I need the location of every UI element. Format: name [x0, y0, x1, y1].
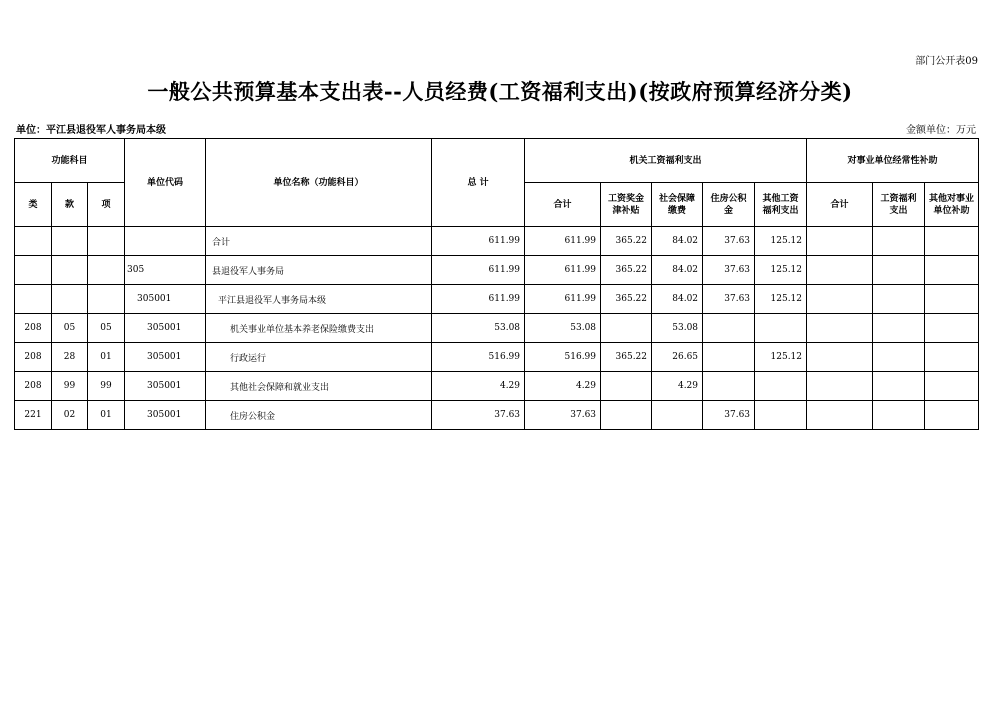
- cell-xiang: 05: [88, 314, 125, 343]
- cell-inst-wage: [873, 227, 925, 256]
- cell-unit-name: 机关事业单位基本养老保险缴费支出: [206, 314, 432, 343]
- cell-org-subtotal: 611.99: [525, 227, 601, 256]
- header-lei: 类: [15, 183, 52, 227]
- header-social: 社会保障缴费: [652, 183, 703, 227]
- cell-other-wage: [755, 401, 807, 430]
- cell-xiang: 99: [88, 372, 125, 401]
- header-org-subtotal: 合计: [525, 183, 601, 227]
- header-other-wage: 其他工资福利支出: [755, 183, 807, 227]
- cell-kuan: [52, 256, 88, 285]
- cell-total: 4.29: [432, 372, 525, 401]
- cell-wage: [601, 372, 652, 401]
- cell-other-wage: 125.12: [755, 285, 807, 314]
- cell-xiang: [88, 256, 125, 285]
- cell-unit-code: 305001: [125, 314, 206, 343]
- cell-kuan: 02: [52, 401, 88, 430]
- cell-org-subtotal: 516.99: [525, 343, 601, 372]
- header-kuan: 款: [52, 183, 88, 227]
- cell-kuan: [52, 227, 88, 256]
- cell-unit-name: 其他社会保障和就业支出: [206, 372, 432, 401]
- cell-unit-code: 305: [125, 256, 206, 285]
- cell-unit-name: 平江县退役军人事务局本级: [206, 285, 432, 314]
- cell-other-wage: [755, 314, 807, 343]
- cell-inst-subtotal: [807, 227, 873, 256]
- cell-xiang: 01: [88, 343, 125, 372]
- header-inst-subtotal: 合计: [807, 183, 873, 227]
- cell-wage: 365.22: [601, 227, 652, 256]
- header-xiang: 项: [88, 183, 125, 227]
- cell-xiang: [88, 227, 125, 256]
- cell-unit-name: 县退役军人事务局: [206, 256, 432, 285]
- cell-inst-other: [925, 227, 979, 256]
- table-row: [15, 401, 979, 430]
- cell-wage: [601, 314, 652, 343]
- cell-org-subtotal: 37.63: [525, 401, 601, 430]
- table-row: [15, 343, 979, 372]
- cell-housing: [703, 343, 755, 372]
- cell-social: 4.29: [652, 372, 703, 401]
- page-title: 一般公共预算基本支出表--人员经费(工资福利支出)(按政府预算经济分类): [147, 79, 853, 104]
- header-unit-name: 单位名称（功能科目）: [206, 139, 432, 227]
- cell-unit-code: 305001: [125, 372, 206, 401]
- cell-inst-other: [925, 256, 979, 285]
- cell-inst-wage: [873, 343, 925, 372]
- cell-social: 53.08: [652, 314, 703, 343]
- cell-kuan: 28: [52, 343, 88, 372]
- cell-kuan: 05: [52, 314, 88, 343]
- cell-other-wage: 125.12: [755, 256, 807, 285]
- header-total: 总 计: [432, 139, 525, 227]
- cell-unit-name: 住房公积金: [206, 401, 432, 430]
- cell-unit-code: [125, 227, 206, 256]
- cell-social: 26.65: [652, 343, 703, 372]
- header-wage: 工资奖金津补贴: [601, 183, 652, 227]
- cell-unit-name: 合计: [206, 227, 432, 256]
- budget-table: [14, 138, 979, 430]
- reporting-unit: 单位：平江县退役军人事务局本级: [16, 125, 166, 136]
- cell-lei: 221: [15, 401, 52, 430]
- cell-inst-wage: [873, 401, 925, 430]
- cell-wage: [601, 401, 652, 430]
- cell-other-wage: [755, 372, 807, 401]
- cell-inst-other: [925, 401, 979, 430]
- cell-inst-subtotal: [807, 256, 873, 285]
- amount-unit: 金额单位：万元: [906, 125, 976, 136]
- header-unit-code: 单位代码: [125, 139, 206, 227]
- cell-lei: 208: [15, 343, 52, 372]
- cell-xiang: 01: [88, 401, 125, 430]
- cell-inst-subtotal: [807, 372, 873, 401]
- cell-inst-wage: [873, 256, 925, 285]
- cell-inst-other: [925, 343, 979, 372]
- cell-inst-subtotal: [807, 285, 873, 314]
- cell-total: 37.63: [432, 401, 525, 430]
- cell-total: 516.99: [432, 343, 525, 372]
- cell-inst-other: [925, 314, 979, 343]
- cell-inst-wage: [873, 372, 925, 401]
- cell-other-wage: 125.12: [755, 227, 807, 256]
- cell-social: 84.02: [652, 285, 703, 314]
- header-housing: 住房公积金: [703, 183, 755, 227]
- table-row: [15, 256, 979, 285]
- cell-lei: [15, 285, 52, 314]
- header-inst-wage: 工资福利支出: [873, 183, 925, 227]
- cell-social: 84.02: [652, 227, 703, 256]
- table-row: [15, 314, 979, 343]
- cell-wage: 365.22: [601, 285, 652, 314]
- cell-wage: 365.22: [601, 343, 652, 372]
- cell-org-subtotal: 611.99: [525, 285, 601, 314]
- cell-housing: 37.63: [703, 227, 755, 256]
- cell-social: 84.02: [652, 256, 703, 285]
- cell-unit-code: 305001: [125, 401, 206, 430]
- cell-inst-other: [925, 285, 979, 314]
- cell-total: 53.08: [432, 314, 525, 343]
- cell-total: 611.99: [432, 256, 525, 285]
- header-inst-other: 其他对事业单位补助: [925, 183, 979, 227]
- cell-housing: 37.63: [703, 401, 755, 430]
- cell-org-subtotal: 53.08: [525, 314, 601, 343]
- cell-kuan: [52, 285, 88, 314]
- cell-unit-code: 305001: [125, 343, 206, 372]
- cell-inst-wage: [873, 314, 925, 343]
- cell-lei: [15, 227, 52, 256]
- form-number: 部门公开表09: [915, 56, 978, 67]
- cell-lei: [15, 256, 52, 285]
- cell-housing: 37.63: [703, 256, 755, 285]
- cell-org-subtotal: 611.99: [525, 256, 601, 285]
- cell-inst-subtotal: [807, 343, 873, 372]
- cell-inst-subtotal: [807, 401, 873, 430]
- cell-unit-name: 行政运行: [206, 343, 432, 372]
- cell-housing: [703, 372, 755, 401]
- table-row: [15, 285, 979, 314]
- cell-inst-other: [925, 372, 979, 401]
- cell-other-wage: 125.12: [755, 343, 807, 372]
- header-org-wage-group: 机关工资福利支出: [525, 139, 807, 183]
- cell-kuan: 99: [52, 372, 88, 401]
- header-func-subject: 功能科目: [15, 139, 125, 183]
- table-row: [15, 227, 979, 256]
- cell-inst-subtotal: [807, 314, 873, 343]
- cell-total: 611.99: [432, 285, 525, 314]
- cell-housing: 37.63: [703, 285, 755, 314]
- cell-social: [652, 401, 703, 430]
- cell-lei: 208: [15, 314, 52, 343]
- cell-wage: 365.22: [601, 256, 652, 285]
- cell-housing: [703, 314, 755, 343]
- table-row: [15, 372, 979, 401]
- cell-org-subtotal: 4.29: [525, 372, 601, 401]
- cell-unit-code: 305001: [125, 285, 206, 314]
- cell-lei: 208: [15, 372, 52, 401]
- cell-inst-wage: [873, 285, 925, 314]
- cell-xiang: [88, 285, 125, 314]
- header-inst-subsidy-group: 对事业单位经常性补助: [807, 139, 979, 183]
- cell-total: 611.99: [432, 227, 525, 256]
